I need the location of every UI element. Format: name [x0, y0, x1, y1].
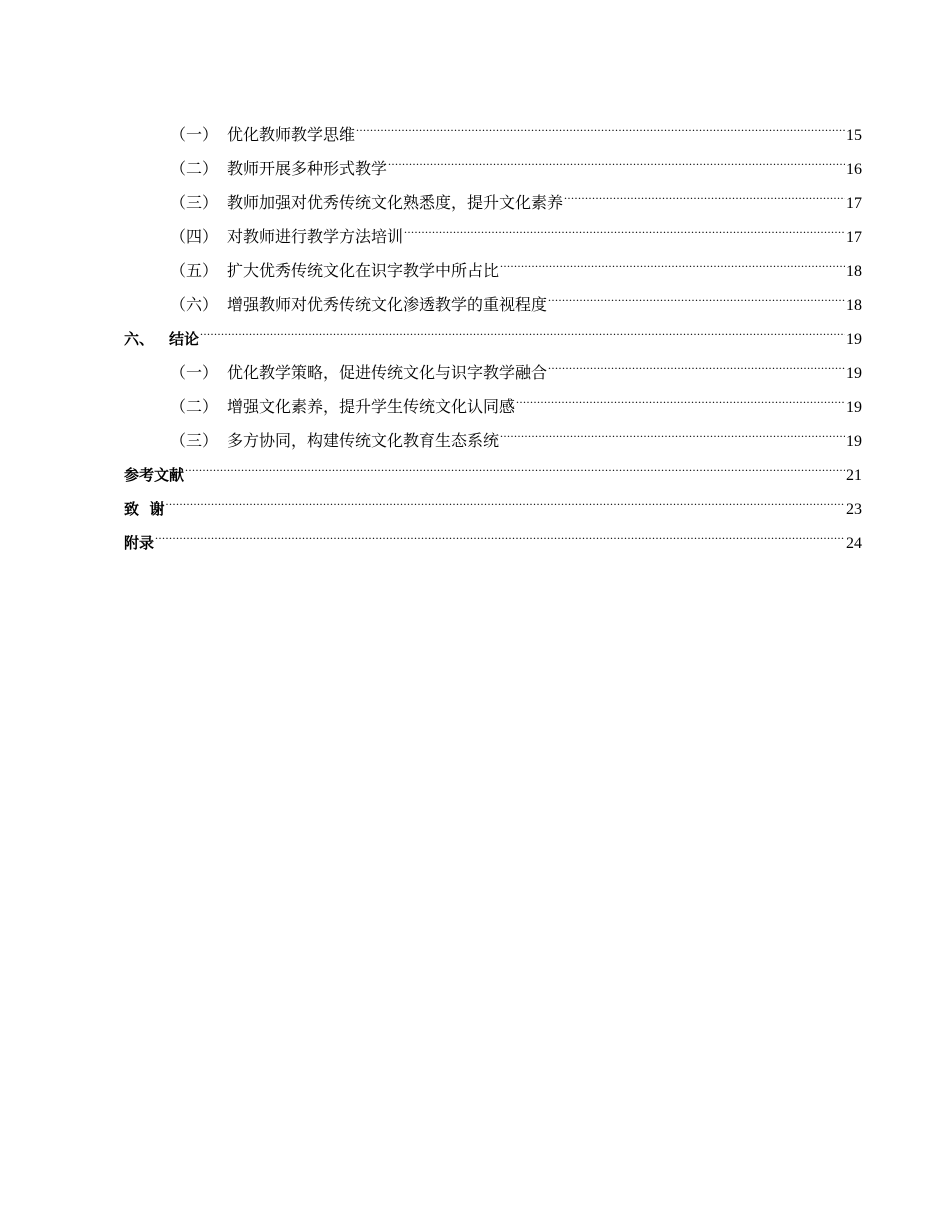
toc-entry-page: 17	[846, 195, 862, 212]
toc-entry-number: （三）	[170, 431, 219, 450]
toc-entry-title: 优化教学策略，促进传统文化与识字教学融合	[227, 363, 548, 382]
toc-entry-page: 15	[846, 127, 862, 144]
toc-entry-title: 增强文化素养，提升学生传统文化认同感	[227, 397, 516, 416]
toc-dot-leader	[548, 276, 845, 310]
toc-entry-number: （四）	[170, 227, 219, 246]
table-of-contents	[124, 106, 862, 552]
toc-entry-page: 18	[846, 263, 862, 280]
toc-acknowledgement-entry[interactable]	[124, 480, 862, 518]
toc-dot-leader	[165, 480, 845, 514]
toc-entry-number: （六）	[170, 295, 219, 314]
toc-entry-page: 19	[846, 365, 862, 382]
toc-entry-number: 六、	[124, 330, 155, 348]
toc-entry-number: （五）	[170, 261, 219, 280]
toc-entry-page: 17	[846, 229, 862, 246]
toc-appendix-entry[interactable]	[124, 514, 862, 552]
toc-entry-title: 增强教师对优秀传统文化渗透教学的重视程度	[227, 295, 548, 314]
toc-entry-title: 教师开展多种形式教学	[227, 159, 388, 178]
toc-dot-leader	[404, 208, 845, 242]
toc-dot-leader	[155, 514, 845, 548]
toc-entry-title: 多方协同，构建传统文化教育生态系统	[227, 431, 500, 450]
toc-entry-number: （二）	[170, 397, 219, 416]
toc-entry-page: 19	[846, 331, 862, 348]
toc-dot-leader	[185, 446, 845, 480]
toc-entry-title: 致 谢	[124, 500, 165, 518]
toc-dot-leader	[564, 174, 845, 208]
toc-entry-title: 教师加强对优秀传统文化熟悉度，提升文化素养	[227, 193, 564, 212]
toc-entry-number: （三）	[170, 193, 219, 212]
toc-entry-page: 23	[846, 501, 862, 518]
toc-entry-title: 优化教师教学思维	[227, 125, 356, 144]
toc-dot-leader	[500, 412, 845, 446]
toc-entry-page: 19	[846, 433, 862, 450]
toc-dot-leader	[356, 106, 845, 140]
toc-entry-number: （一）	[170, 363, 219, 382]
toc-entry[interactable]	[124, 344, 862, 382]
toc-entry-page: 21	[846, 467, 862, 484]
toc-dot-leader	[548, 344, 845, 378]
toc-entry[interactable]	[124, 106, 862, 144]
toc-dot-leader	[500, 242, 845, 276]
toc-entry-page: 19	[846, 399, 862, 416]
toc-entry-number: （二）	[170, 159, 219, 178]
toc-dot-leader	[388, 140, 845, 174]
toc-entry-page: 24	[846, 535, 862, 552]
toc-entry-title: 扩大优秀传统文化在识字教学中所占比	[227, 261, 500, 280]
toc-dot-leader	[200, 310, 845, 344]
toc-entry-title: 对教师进行教学方法培训	[227, 227, 404, 246]
toc-entry-page: 16	[846, 161, 862, 178]
toc-chapter-entry[interactable]	[124, 310, 862, 348]
toc-entry-number: （一）	[170, 125, 219, 144]
toc-dot-leader	[516, 378, 845, 412]
toc-entry-page: 18	[846, 297, 862, 314]
toc-references-entry[interactable]	[124, 446, 862, 484]
toc-entry-title: 结论	[169, 330, 200, 348]
toc-entry-title: 附录	[124, 534, 155, 552]
toc-entry-title: 参考文献	[124, 466, 185, 484]
